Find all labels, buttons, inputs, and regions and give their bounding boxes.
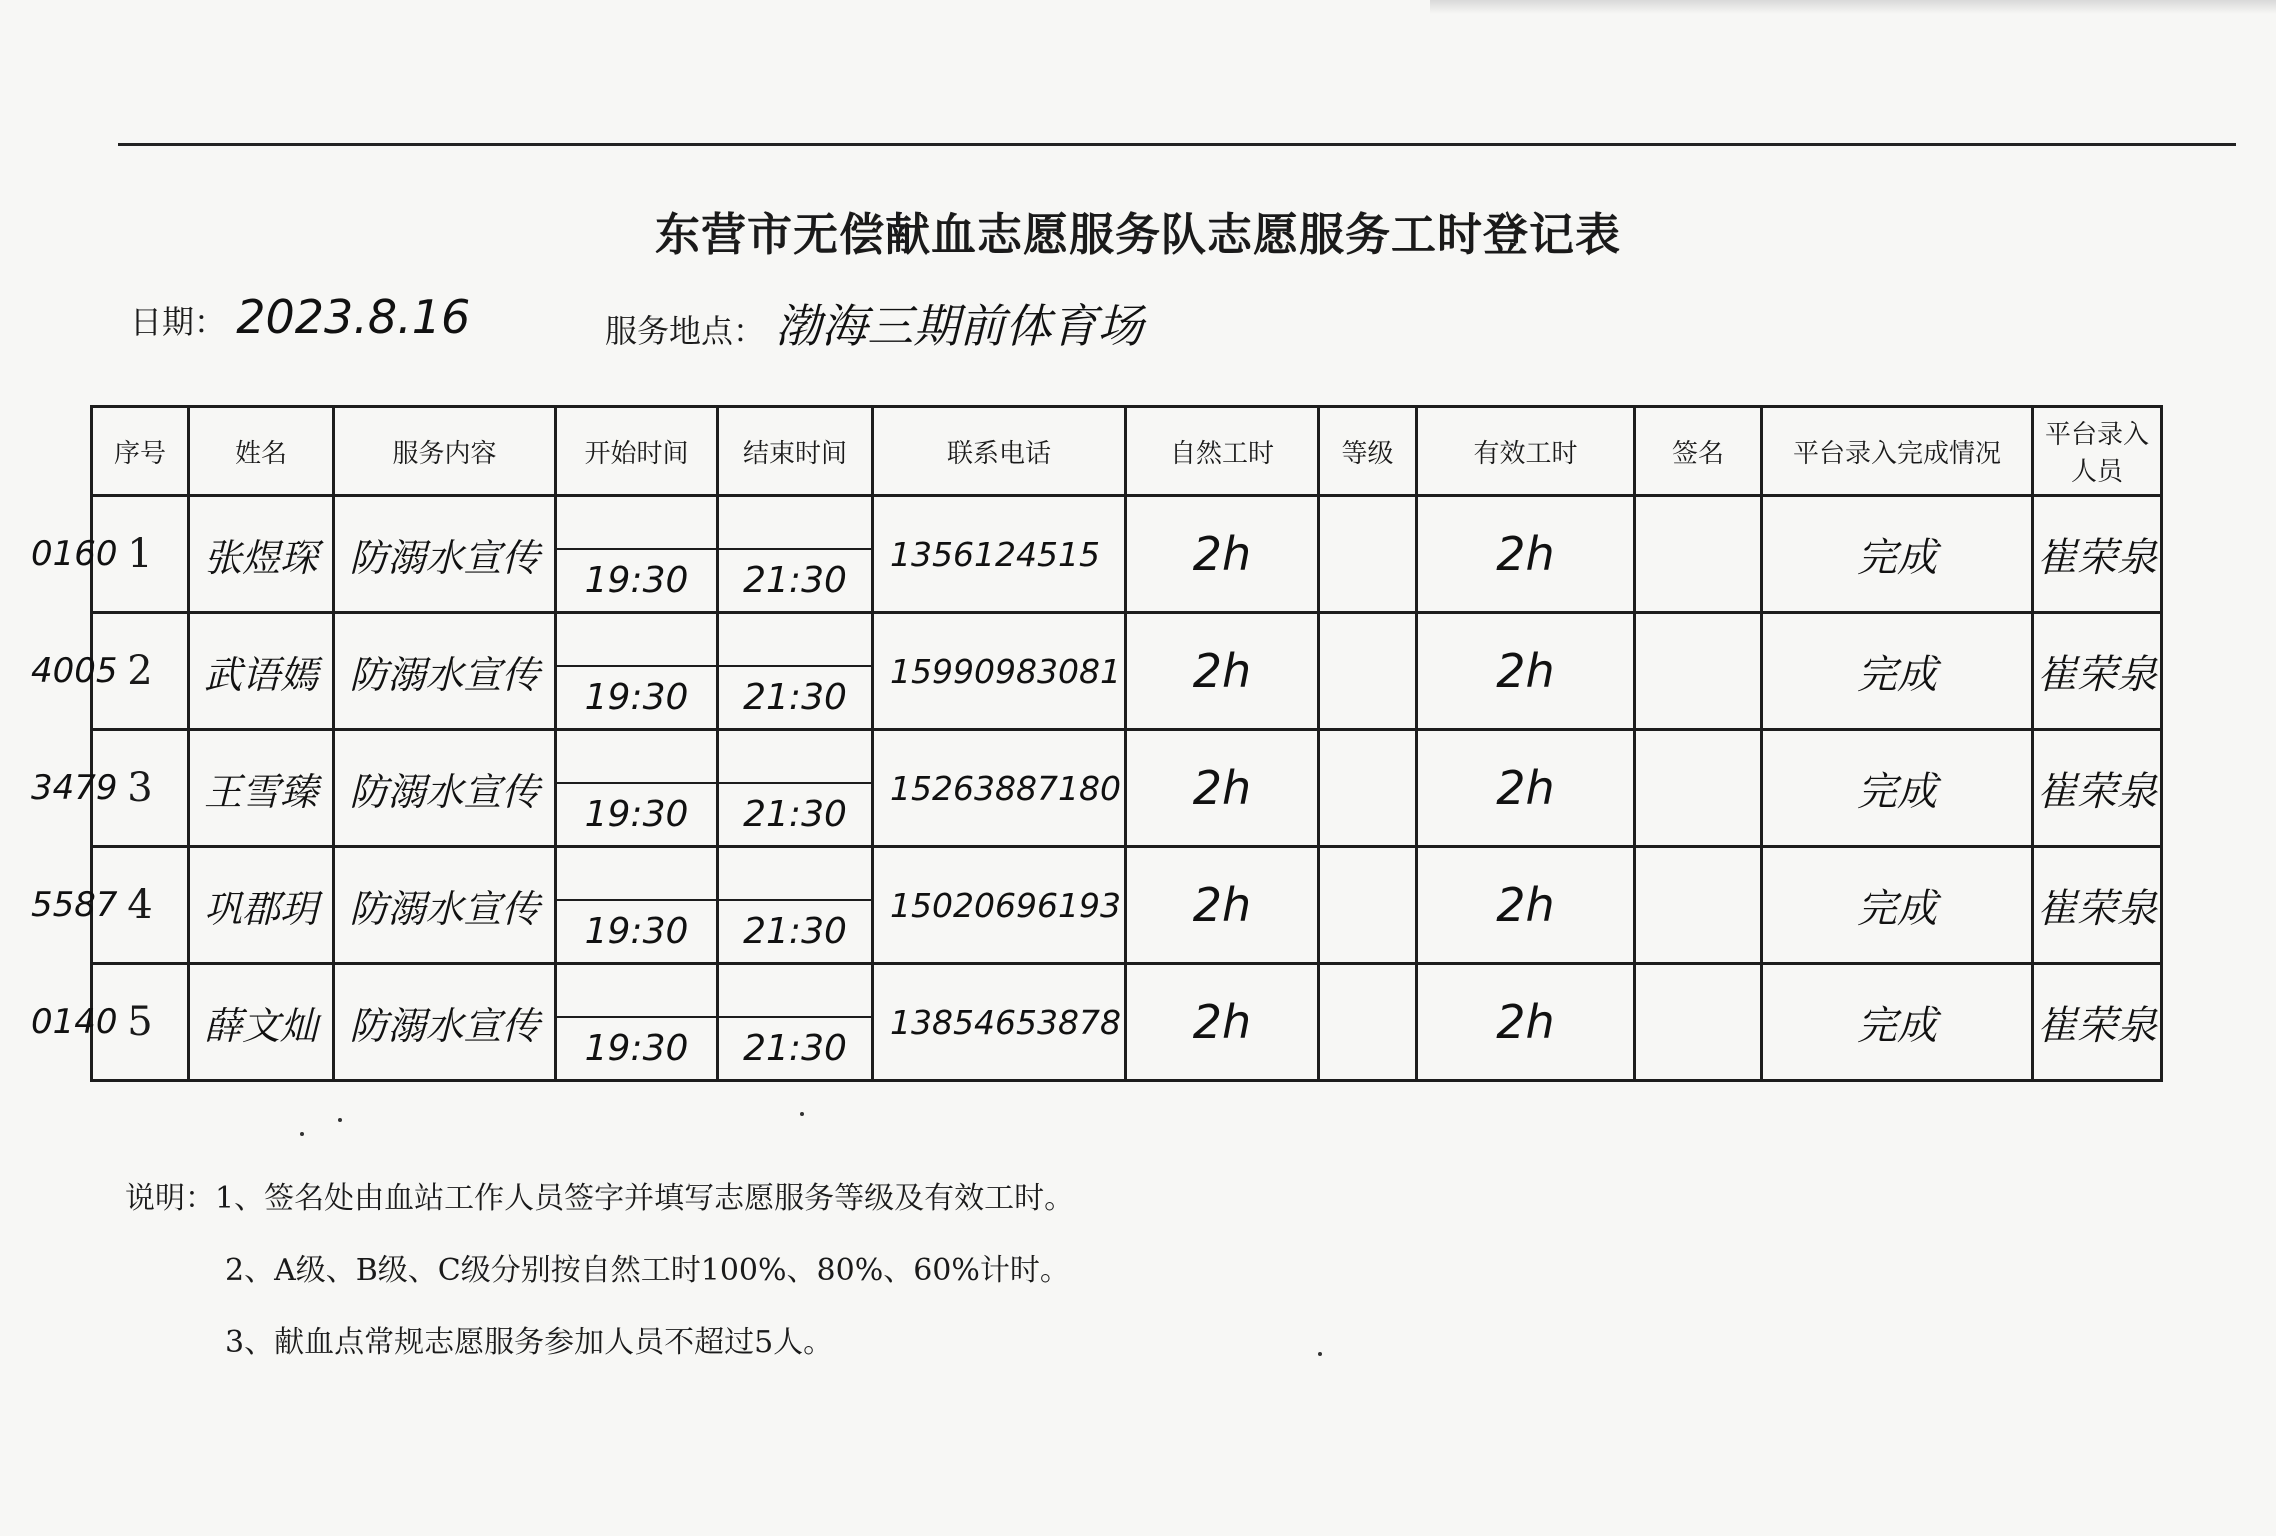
header-row xyxy=(92,407,2162,496)
header-cell: 服务内容 xyxy=(334,407,556,496)
content-cell: 防溺水宣传 xyxy=(334,847,556,964)
side-code: 5587 xyxy=(31,885,118,925)
registration-table xyxy=(31,405,2163,1082)
operator-cell: 崔荣泉 xyxy=(2033,496,2162,613)
operator-cell: 崔荣泉 xyxy=(2033,847,2162,964)
natural-hours-cell: 2h xyxy=(1126,847,1319,964)
start-time: 19:30 xyxy=(584,1028,689,1070)
operator-cell: 崔荣泉 xyxy=(2033,613,2162,730)
place-line xyxy=(605,290,1143,356)
effective-hours-cell: 2h xyxy=(1417,496,1635,613)
effective-hours-cell: 2h xyxy=(1417,730,1635,847)
table-row xyxy=(92,964,2162,1081)
note-1: 说明：1、签名处由血站工作人员签字并填写志愿服务等级及有效工时。 xyxy=(125,1181,1075,1216)
natural-hours-cell: 2h xyxy=(1126,964,1319,1081)
row-number xyxy=(31,496,189,613)
header-cell: 结束时间 xyxy=(718,407,873,496)
done-cell: 完成 xyxy=(1762,964,2033,1081)
start-time: 19:30 xyxy=(584,677,689,719)
phone-cell: 15263887180 xyxy=(873,730,1126,847)
notes xyxy=(125,1163,1074,1379)
name-cell: 王雪臻 xyxy=(189,730,334,847)
start-cell xyxy=(556,613,718,730)
place-value: 渤海三期前体育场 xyxy=(775,299,1144,353)
header-cell: 平台录入完成情况 xyxy=(1762,407,2033,496)
start-cell xyxy=(556,964,718,1081)
date-value: 2023.8.16 xyxy=(236,290,471,344)
start-cell xyxy=(556,496,718,613)
row-number xyxy=(31,847,189,964)
sign-cell xyxy=(1635,847,1762,964)
end-time: 21:30 xyxy=(743,794,847,836)
content-cell: 防溺水宣传 xyxy=(334,496,556,613)
content-cell: 防溺水宣传 xyxy=(334,613,556,730)
side-code: 4005 xyxy=(31,651,118,691)
header-cell: 等级 xyxy=(1319,407,1417,496)
end-cell xyxy=(718,847,873,964)
sign-cell xyxy=(1635,964,1762,1081)
form-title: 东营市无偿献血志愿服务队志愿服务工时登记表 xyxy=(654,208,1621,261)
row-index: 2 xyxy=(127,648,153,694)
row-number xyxy=(31,964,189,1081)
start-time: 19:30 xyxy=(584,794,689,836)
start-cell xyxy=(556,730,718,847)
speck xyxy=(800,1112,804,1116)
sign-cell xyxy=(1635,496,1762,613)
operator-cell: 崔荣泉 xyxy=(2033,730,2162,847)
name-cell: 武语嫣 xyxy=(189,613,334,730)
speck xyxy=(338,1118,342,1122)
date-line xyxy=(130,290,470,344)
side-code: 0140 xyxy=(31,1002,118,1042)
header-cell: 签名 xyxy=(1635,407,1762,496)
row-number xyxy=(31,613,189,730)
grade-cell xyxy=(1319,496,1417,613)
effective-hours-cell: 2h xyxy=(1417,613,1635,730)
table-row xyxy=(92,730,2162,847)
end-cell xyxy=(718,613,873,730)
done-cell: 完成 xyxy=(1762,496,2033,613)
row-index: 4 xyxy=(127,882,153,928)
start-time: 19:30 xyxy=(584,560,689,602)
side-code: 0160 xyxy=(31,534,118,574)
start-cell xyxy=(556,847,718,964)
name-cell: 薛文灿 xyxy=(189,964,334,1081)
row-index: 3 xyxy=(127,765,153,811)
end-cell xyxy=(718,496,873,613)
row-index: 5 xyxy=(127,999,153,1045)
end-time: 21:30 xyxy=(743,560,847,602)
end-time: 21:30 xyxy=(743,911,847,953)
note-3: 3、献血点常规志愿服务参加人员不超过5人。 xyxy=(225,1325,834,1360)
grade-cell xyxy=(1319,847,1417,964)
scan-shadow xyxy=(1430,0,2276,14)
done-cell: 完成 xyxy=(1762,847,2033,964)
end-time: 21:30 xyxy=(743,677,847,719)
natural-hours-cell: 2h xyxy=(1126,730,1319,847)
operator-cell: 崔荣泉 xyxy=(2033,964,2162,1081)
date-label: 日期： xyxy=(130,303,227,341)
content-cell: 防溺水宣传 xyxy=(334,730,556,847)
done-cell: 完成 xyxy=(1762,730,2033,847)
header-cell: 有效工时 xyxy=(1417,407,1635,496)
phone-cell: 13854653878 xyxy=(873,964,1126,1081)
done-cell: 完成 xyxy=(1762,613,2033,730)
effective-hours-cell: 2h xyxy=(1417,847,1635,964)
note-2: 2、A级、B级、C级分别按自然工时100%、80%、60%计时。 xyxy=(225,1253,1070,1288)
header-cell: 开始时间 xyxy=(556,407,718,496)
end-time: 21:30 xyxy=(743,1028,847,1070)
table-row xyxy=(92,847,2162,964)
header-cell: 平台录入人员 xyxy=(2033,407,2162,496)
sign-cell xyxy=(1635,613,1762,730)
sign-cell xyxy=(1635,730,1762,847)
header-cell: 姓名 xyxy=(189,407,334,496)
content-cell: 防溺水宣传 xyxy=(334,964,556,1081)
table-row xyxy=(92,496,2162,613)
row-index: 1 xyxy=(127,531,153,577)
side-code: 3479 xyxy=(31,768,118,808)
table-row xyxy=(92,613,2162,730)
name-cell: 张煜琛 xyxy=(189,496,334,613)
natural-hours-cell: 2h xyxy=(1126,496,1319,613)
top-rule xyxy=(118,143,2236,146)
grade-cell xyxy=(1319,613,1417,730)
place-label: 服务地点： xyxy=(605,312,766,350)
row-number xyxy=(31,730,189,847)
speck xyxy=(300,1132,304,1136)
natural-hours-cell: 2h xyxy=(1126,613,1319,730)
end-cell xyxy=(718,964,873,1081)
start-time: 19:30 xyxy=(584,911,689,953)
header-cell: 序号 xyxy=(92,407,189,496)
effective-hours-cell: 2h xyxy=(1417,964,1635,1081)
grade-cell xyxy=(1319,964,1417,1081)
end-cell xyxy=(718,730,873,847)
header-cell: 联系电话 xyxy=(873,407,1126,496)
phone-cell: 15990983081 xyxy=(873,613,1126,730)
name-cell: 巩郡玥 xyxy=(189,847,334,964)
phone-cell: 1356124515 xyxy=(873,496,1126,613)
speck xyxy=(1318,1352,1322,1356)
header-cell: 自然工时 xyxy=(1126,407,1319,496)
grade-cell xyxy=(1319,730,1417,847)
phone-cell: 15020696193 xyxy=(873,847,1126,964)
